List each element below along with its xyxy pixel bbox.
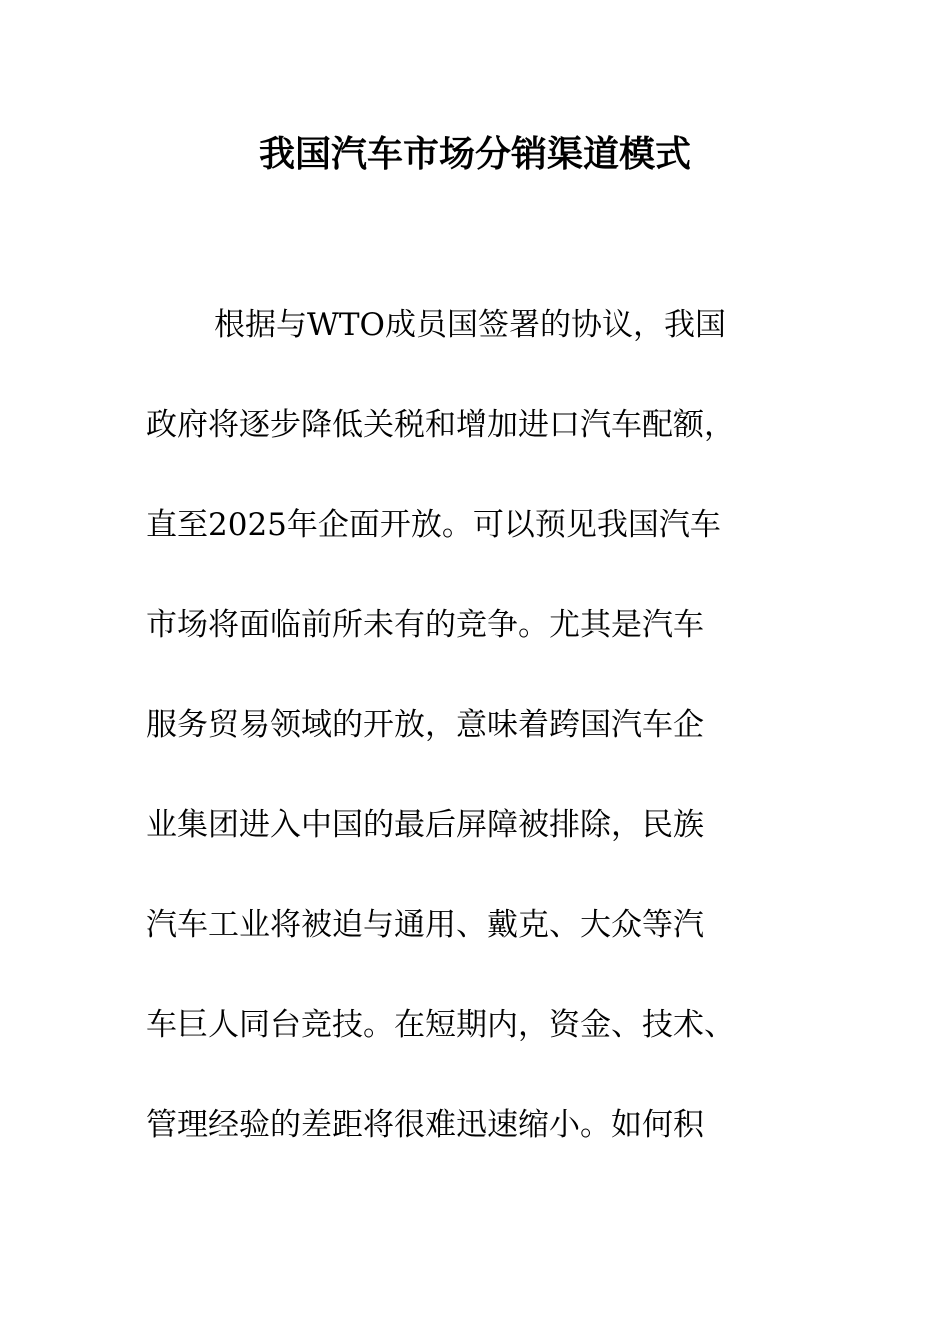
paragraph-line: 根据与WTO成员国签署的协议，我国	[214, 307, 726, 343]
paragraph-line: 汽车工业将被迫与通用、戴克、大众等汽	[146, 907, 704, 943]
paragraph-line: 市场将面临前所未有的竞争。尤其是汽车	[146, 607, 704, 643]
paragraph-line: 车巨人同台竞技。在短期内，资金、技术、	[146, 1007, 735, 1043]
paragraph-line: 服务贸易领域的开放，意味着跨国汽车企	[146, 707, 704, 743]
paragraph-line: 政府将逐步降低关税和增加进口汽车配额，	[146, 407, 735, 443]
paragraph-line: 管理经验的差距将很难迅速缩小。如何积	[146, 1107, 704, 1143]
document-title: 我国汽车市场分销渠道模式	[258, 133, 691, 175]
paragraph-line: 直至2025年企面开放。可以预见我国汽车	[146, 507, 721, 543]
paragraph-line: 业集团进入中国的最后屏障被排除，民族	[146, 807, 704, 843]
